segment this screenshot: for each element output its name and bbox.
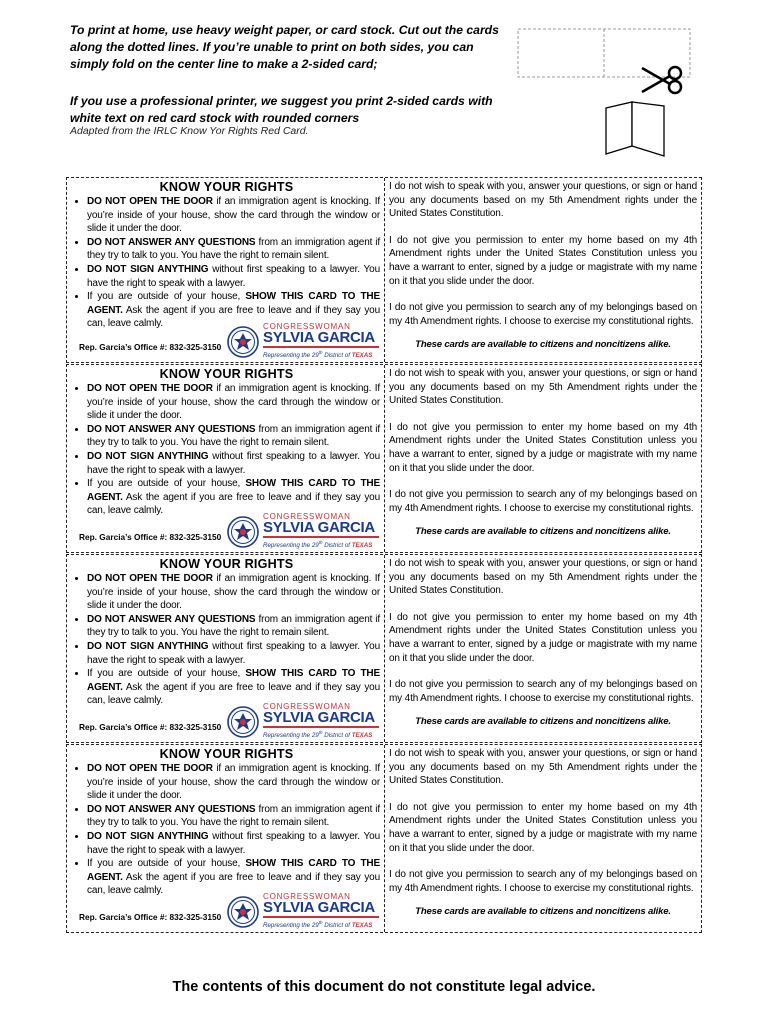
office-phone: Rep. Garcia’s Office #: 832-325-3150 — [79, 532, 222, 542]
home-print-instructions: To print at home, use heavy weight paper, or card stock. Cut out the cards along the dotted lines. If you’re unable to print on both sides, you can simply fold on the center line to make a 2-sided card; — [70, 23, 499, 71]
rights-list — [73, 762, 380, 898]
back-statement-1: I do not wish to speak with you, answer your questions, or sign or hand you any documents based on my 5th Amendment rights under the United States Constitution. — [389, 368, 697, 407]
back-statement-2: I do not give you permission to enter my home based on my 4th Amendment rights under the United States Constitution unless you have a warrant to enter, signed by a judge or magistrate with my name on it that you slide under the door. — [389, 421, 697, 474]
back-statement-3: I do not give you permission to search any of my belongings based on my 4th Amendment rights. I choose to exercise my constitutional rights. — [389, 679, 697, 704]
adapted-note: Adapted from the IRLC Know Yor Rights Red Card. — [70, 125, 309, 137]
office-phone: Rep. Garcia’s Office #: 832-325-3150 — [79, 722, 222, 732]
card-front — [67, 745, 385, 932]
right-item: • DO NOT ANSWER ANY QUESTIONS from an immigration agent if they try to talk to you. You have the right to remain silent. — [87, 423, 380, 450]
congress-seal-icon — [227, 896, 259, 928]
right-item: • DO NOT SIGN ANYTHING without first speaking to a lawyer. You have the right to speak with a lawyer. — [87, 450, 380, 477]
card-back — [385, 745, 701, 932]
right-item: • DO NOT SIGN ANYTHING without first speaking to a lawyer. You have the right to speak with a lawyer. — [87, 640, 380, 667]
cards-sheet — [66, 177, 702, 934]
right-item: • DO NOT ANSWER ANY QUESTIONS from an immigration agent if they try to talk to you. You have the right to remain silent. — [87, 236, 380, 263]
congresswoman-logo: CONGRESSWOMAN SYLVIA GARCIA Representing the 29th District of TEXAS — [263, 512, 379, 548]
card-title: KNOW YOUR RIGHTS — [159, 367, 294, 381]
office-phone: Rep. Garcia’s Office #: 832-325-3150 — [79, 342, 222, 352]
card-title: KNOW YOUR RIGHTS — [159, 747, 294, 761]
congresswoman-logo: CONGRESSWOMAN SYLVIA GARCIA Representing the 29th District of TEXAS — [263, 702, 379, 738]
back-statement-3: I do not give you permission to search any of my belongings based on my 4th Amendment rights. I choose to exercise my constitutional rights. — [389, 302, 697, 327]
disclaimer: The contents of this document do not constitute legal advice. — [172, 979, 596, 995]
congress-seal-icon — [227, 326, 259, 358]
right-item: • DO NOT ANSWER ANY QUESTIONS from an immigration agent if they try to talk to you. You have the right to remain silent. — [87, 613, 380, 640]
rights-card — [66, 554, 702, 743]
back-statement-3: I do not give you permission to search any of my belongings based on my 4th Amendment rights. I choose to exercise my constitutional rights. — [389, 489, 697, 514]
right-item: • If you are outside of your house, SHOW THIS CARD TO THE AGENT. Ask the agent if you are free to leave and if they say you can, leave calmly. — [87, 667, 380, 708]
congress-seal-icon — [227, 706, 259, 738]
rights-card — [66, 744, 702, 933]
congresswoman-logo: CONGRESSWOMAN SYLVIA GARCIA Representing the 29th District of TEXAS — [263, 322, 379, 358]
availability-note: These cards are available to citizens and noncitizens alike. — [415, 906, 671, 918]
right-item: • DO NOT SIGN ANYTHING without first speaking to a lawyer. You have the right to speak with a lawyer. — [87, 263, 380, 290]
card-front — [67, 178, 385, 362]
availability-note: These cards are available to citizens and noncitizens alike. — [415, 716, 671, 728]
congress-seal-icon — [227, 516, 259, 548]
back-statement-1: I do not wish to speak with you, answer your questions, or sign or hand you any documents based on my 5th Amendment rights under the United States Constitution. — [389, 558, 697, 597]
right-item: • DO NOT OPEN THE DOOR if an immigration agent is knocking. If you’re inside of your house, show the card through the window or slide it under the door. — [87, 382, 380, 423]
back-statement-3: I do not give you permission to search any of my belongings based on my 4th Amendment rights. I choose to exercise my constitutional rights. — [389, 869, 697, 894]
right-item: • If you are outside of your house, SHOW THIS CARD TO THE AGENT. Ask the agent if you are free to leave and if they say you can, leave calmly. — [87, 857, 380, 898]
professional-print-instructions: If you use a professional printer, we suggest you print 2-sided cards with white text on red card stock with rounded corners — [70, 94, 493, 125]
right-item: • If you are outside of your house, SHOW THIS CARD TO THE AGENT. Ask the agent if you are free to leave and if they say you can, leave calmly. — [87, 290, 380, 331]
scissors-icon — [640, 62, 684, 98]
back-statement-2: I do not give you permission to enter my home based on my 4th Amendment rights under the United States Constitution unless you have a warrant to enter, signed by a judge or magistrate with my name on it that you slide under the door. — [389, 611, 697, 664]
availability-note: These cards are available to citizens and noncitizens alike. — [415, 526, 671, 538]
office-phone: Rep. Garcia’s Office #: 832-325-3150 — [79, 912, 222, 922]
back-statement-1: I do not wish to speak with you, answer your questions, or sign or hand you any documents based on my 5th Amendment rights under the United States Constitution. — [389, 181, 697, 220]
rights-card — [66, 364, 702, 553]
folded-card-icon — [604, 100, 666, 160]
back-statement-1: I do not wish to speak with you, answer your questions, or sign or hand you any documents based on my 5th Amendment rights under the United States Constitution. — [389, 748, 697, 787]
card-back — [385, 178, 701, 362]
right-item: • DO NOT ANSWER ANY QUESTIONS from an immigration agent if they try to talk to you. You have the right to remain silent. — [87, 803, 380, 830]
back-statement-2: I do not give you permission to enter my home based on my 4th Amendment rights under the United States Constitution unless you have a warrant to enter, signed by a judge or magistrate with my name on it that you slide under the door. — [389, 801, 697, 854]
card-title: KNOW YOUR RIGHTS — [159, 557, 294, 571]
card-front — [67, 365, 385, 552]
back-statement-2: I do not give you permission to enter my home based on my 4th Amendment rights under the United States Constitution unless you have a warrant to enter, signed by a judge or magistrate with my name on it that you slide under the door. — [389, 234, 697, 287]
card-front — [67, 555, 385, 742]
right-item: • DO NOT OPEN THE DOOR if an immigration agent is knocking. If you’re inside of your house, show the card through the window or slide it under the door. — [87, 195, 380, 236]
card-back — [385, 365, 701, 552]
rights-list — [73, 195, 380, 331]
rights-card — [66, 177, 702, 363]
availability-note: These cards are available to citizens and noncitizens alike. — [415, 339, 671, 351]
right-item: • DO NOT OPEN THE DOOR if an immigration agent is knocking. If you’re inside of your house, show the card through the window or slide it under the door. — [87, 762, 380, 803]
right-item: • If you are outside of your house, SHOW THIS CARD TO THE AGENT. Ask the agent if you are free to leave and if they say you can, leave calmly. — [87, 477, 380, 518]
rights-list — [73, 572, 380, 708]
rights-list — [73, 382, 380, 518]
card-title: KNOW YOUR RIGHTS — [159, 180, 294, 194]
congresswoman-logo: CONGRESSWOMAN SYLVIA GARCIA Representing the 29th District of TEXAS — [263, 892, 379, 928]
card-back — [385, 555, 701, 742]
right-item: • DO NOT OPEN THE DOOR if an immigration agent is knocking. If you’re inside of your house, show the card through the window or slide it under the door. — [87, 572, 380, 613]
right-item: • DO NOT SIGN ANYTHING without first speaking to a lawyer. You have the right to speak with a lawyer. — [87, 830, 380, 857]
